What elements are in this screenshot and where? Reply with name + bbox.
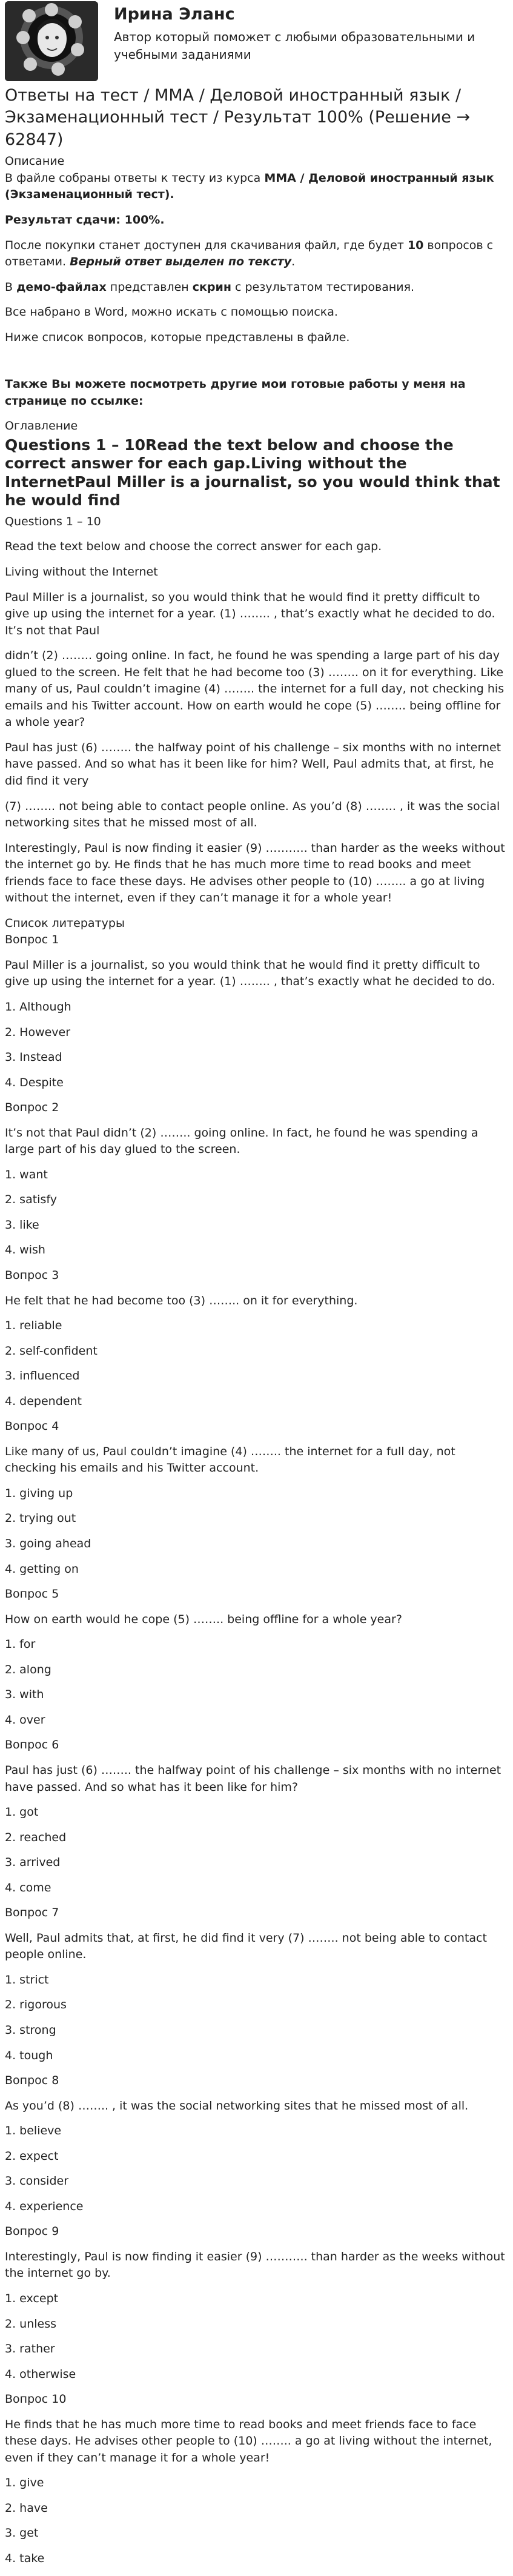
question-6	[5, 1737, 507, 1896]
question-label: Вопрос 2	[5, 1101, 59, 1115]
question-option: 2. reached	[5, 1830, 67, 1844]
questions-range: Questions 1 – 10	[5, 514, 101, 528]
question-option: 1. give	[5, 2476, 44, 2490]
question-option: 2. However	[5, 1025, 71, 1039]
question-label: Вопрос 3	[5, 1269, 59, 1283]
question-option: 4. experience	[5, 2199, 84, 2213]
page-title: Ответы на тест / ММА / Деловой иностранный язык / Экзаменационный тест / Результат 100% (Решение → 62847)	[5, 86, 471, 149]
question-label: Вопрос 1	[5, 933, 59, 947]
author-name[interactable]: Ирина Эланс	[114, 5, 235, 24]
question-text: Paul Miller is a journalist, so you would think that he would find it pretty difficult to give up using the internet for a year. (1) …….. , that’s exactly what he decided to do.	[5, 958, 495, 989]
reading-text	[5, 514, 507, 907]
question-option: 4. Despite	[5, 1075, 64, 1089]
after-emphasis: Верный ответ выделен по тексту	[70, 255, 292, 269]
question-label: Вопрос 4	[5, 1419, 59, 1433]
after-middle: вопросов с ответами.	[5, 238, 494, 269]
question-label: Вопрос 9	[5, 2225, 59, 2239]
question-label: Вопрос 6	[5, 1738, 59, 1752]
question-option: 4. come	[5, 1881, 51, 1894]
question-text: As you’d (8) …….. , it was the social networking sites that he missed most of all.	[5, 2099, 469, 2113]
demo-bold2: скрин	[192, 280, 231, 294]
author-card	[5, 0, 507, 85]
question-option: 3. Instead	[5, 1051, 62, 1064]
author-avatar[interactable]	[5, 1, 98, 81]
question-text: It’s not that Paul didn’t (2) …….. going online. In fact, he found he was spending a large part of his day glued to the screen.	[5, 1126, 478, 1157]
question-10	[5, 2391, 507, 2567]
question-option: 3. arrived	[5, 1856, 61, 1870]
question-option: 2. expect	[5, 2149, 59, 2163]
question-8	[5, 2073, 507, 2215]
question-option: 4. take	[5, 2552, 45, 2565]
toc-label: Оглавление	[5, 419, 78, 433]
text-paragraph: Interestingly, Paul is now finding it easier (9) ……….. than harder as the weeks without the internet go by. He finds that he has much more time to read books and meet friends face to face these days. He advises other people to (10) …….. a go at living without the internet, even if they can’t manage it for a whole year!	[5, 841, 505, 905]
question-option: 1. want	[5, 1167, 48, 1181]
after-count: 10	[407, 238, 424, 252]
intro-word: Все набрано в Word, можно искать с помощью поиска.	[5, 305, 338, 319]
intro-also-text: Также Вы можете посмотреть другие мои готовые работы у меня на странице по ссылке:	[5, 377, 466, 408]
demo-end: с результатом тестирования.	[231, 280, 415, 294]
question-option: 3. strong	[5, 2023, 56, 2037]
question-option: 2. trying out	[5, 1512, 76, 1525]
question-option: 3. like	[5, 1218, 39, 1232]
question-4	[5, 1418, 507, 1578]
demo-prefix: В	[5, 280, 17, 294]
avatar-image-icon	[5, 1, 98, 81]
question-5	[5, 1586, 507, 1728]
question-option: 1. got	[5, 1805, 39, 1819]
question-text: Like many of us, Paul couldn’t imagine (4) …….. the internet for a full day, not checking his emails and his Twitter account.	[5, 1444, 455, 1475]
question-1	[5, 932, 507, 1091]
intro-result	[5, 212, 507, 229]
author-description: Автор который поможет с любыми образовательными и учебными заданиями	[114, 30, 475, 62]
text-paragraph: didn’t (2) …….. going online. In fact, he found he was spending a large part of his day glued to the screen. He felt that he had become too (3) …….. on it for everything. Like many of us, Paul couldn’t imagine (4) …….. the internet for a full day, not checking his emails and his Twitter account. How on earth would he cope (5) …….. being offline for a whole year?	[5, 649, 505, 729]
question-option: 3. going ahead	[5, 1537, 91, 1551]
references-label: Список литературы	[5, 916, 125, 930]
question-7	[5, 1905, 507, 2064]
question-label: Вопрос 5	[5, 1587, 59, 1601]
question-option: 2. along	[5, 1662, 51, 1676]
question-option: 4. otherwise	[5, 2367, 76, 2381]
text-heading: Living without the Internet	[5, 565, 158, 579]
intro-file-prefix: В файле собраны ответы к тесту из курса	[5, 171, 265, 185]
question-label: Вопрос 7	[5, 1906, 59, 1920]
question-option: 3. consider	[5, 2174, 69, 2188]
intro-list: Ниже список вопросов, которые представлены в файле.	[5, 330, 350, 344]
spacer	[5, 354, 507, 376]
toc-heading[interactable]: Questions 1 – 10Read the text below and choose the correct answer for each gap.Living without the InternetPaul Miller is a journalist, so you would think that he would find	[5, 436, 500, 510]
question-option: 4. tough	[5, 2048, 53, 2062]
question-option: 1. strict	[5, 1973, 49, 1987]
question-text: How on earth would he cope (5) …….. being offline for a whole year?	[5, 1612, 402, 1626]
question-option: 4. wish	[5, 1243, 45, 1257]
intro-result-text: Результат сдачи: 100%.	[5, 213, 165, 227]
question-option: 4. getting on	[5, 1562, 79, 1576]
intro-after-purchase	[5, 237, 507, 271]
question-text: Paul has just (6) …….. the halfway point of his challenge – six months with no internet have passed. And so what has it been like for him?	[5, 1763, 501, 1794]
question-3	[5, 1267, 507, 1410]
question-option: 1. giving up	[5, 1486, 73, 1500]
question-option: 4. over	[5, 1713, 45, 1727]
question-option: 1. reliable	[5, 1319, 62, 1333]
question-9	[5, 2223, 507, 2383]
text-paragraph: Paul has just (6) …….. the halfway point of his challenge – six months with no internet have passed. And so what has it been like for him? Well, Paul admits that, at first, he did find it very	[5, 740, 501, 788]
after-prefix: После покупки станет доступен для скачивания файл, где будет	[5, 238, 408, 252]
question-label: Вопрос 10	[5, 2392, 67, 2406]
question-option: 2. self-confident	[5, 1344, 98, 1358]
question-option: 3. with	[5, 1688, 44, 1702]
question-option: 1. Although	[5, 1000, 71, 1014]
description-label: Описание	[5, 154, 65, 168]
question-option: 3. rather	[5, 2342, 55, 2356]
question-text: Well, Paul admits that, at first, he did find it very (7) …….. not being able to contact people online.	[5, 1931, 487, 1962]
question-option: 2. satisfy	[5, 1193, 57, 1207]
question-text: Interestingly, Paul is now finding it easier (9) ……….. than harder as the weeks without the internet go by.	[5, 2249, 505, 2280]
question-option: 4. dependent	[5, 1394, 82, 1408]
question-option: 1. for	[5, 1638, 36, 1651]
question-text: He finds that he has much more time to read books and meet friends face to face these days. He advises other people to (10) …….. a go at living without the internet, even if they can’t manage it for a whole year!	[5, 2417, 492, 2465]
demo-middle: представлен	[106, 280, 193, 294]
text-paragraph: (7) …….. not being able to contact people online. As you’d (8) …….. , it was the social networking sites that he missed most of all.	[5, 799, 500, 830]
intro-file	[5, 170, 507, 204]
demo-bold: демо-файлах	[16, 280, 107, 294]
intro-also	[5, 376, 507, 410]
intro-file-course: ММА / Деловой иностранный язык (Экзаменационный тест).	[5, 171, 494, 202]
instruction: Read the text below and choose the correct answer for each gap.	[5, 540, 382, 554]
author-info	[114, 1, 507, 64]
text-paragraph: Paul Miller is a journalist, so you would think that he would find it pretty difficult to give up using the internet for a year. (1) …….. , that’s exactly what he decided to do. It’s not that Paul	[5, 590, 495, 637]
question-text: He felt that he had become too (3) …….. on it for everything.	[5, 1293, 358, 1307]
after-end: .	[291, 255, 296, 269]
question-label: Вопрос 8	[5, 2074, 59, 2088]
question-option: 2. have	[5, 2501, 48, 2515]
intro-demo	[5, 279, 507, 296]
question-option: 3. influenced	[5, 1369, 80, 1383]
question-option: 1. except	[5, 2291, 59, 2305]
question-option: 2. unless	[5, 2317, 57, 2331]
question-2	[5, 1100, 507, 1259]
question-option: 1. believe	[5, 2124, 62, 2138]
question-option: 2. rigorous	[5, 1998, 67, 2012]
question-option: 3. get	[5, 2526, 39, 2540]
